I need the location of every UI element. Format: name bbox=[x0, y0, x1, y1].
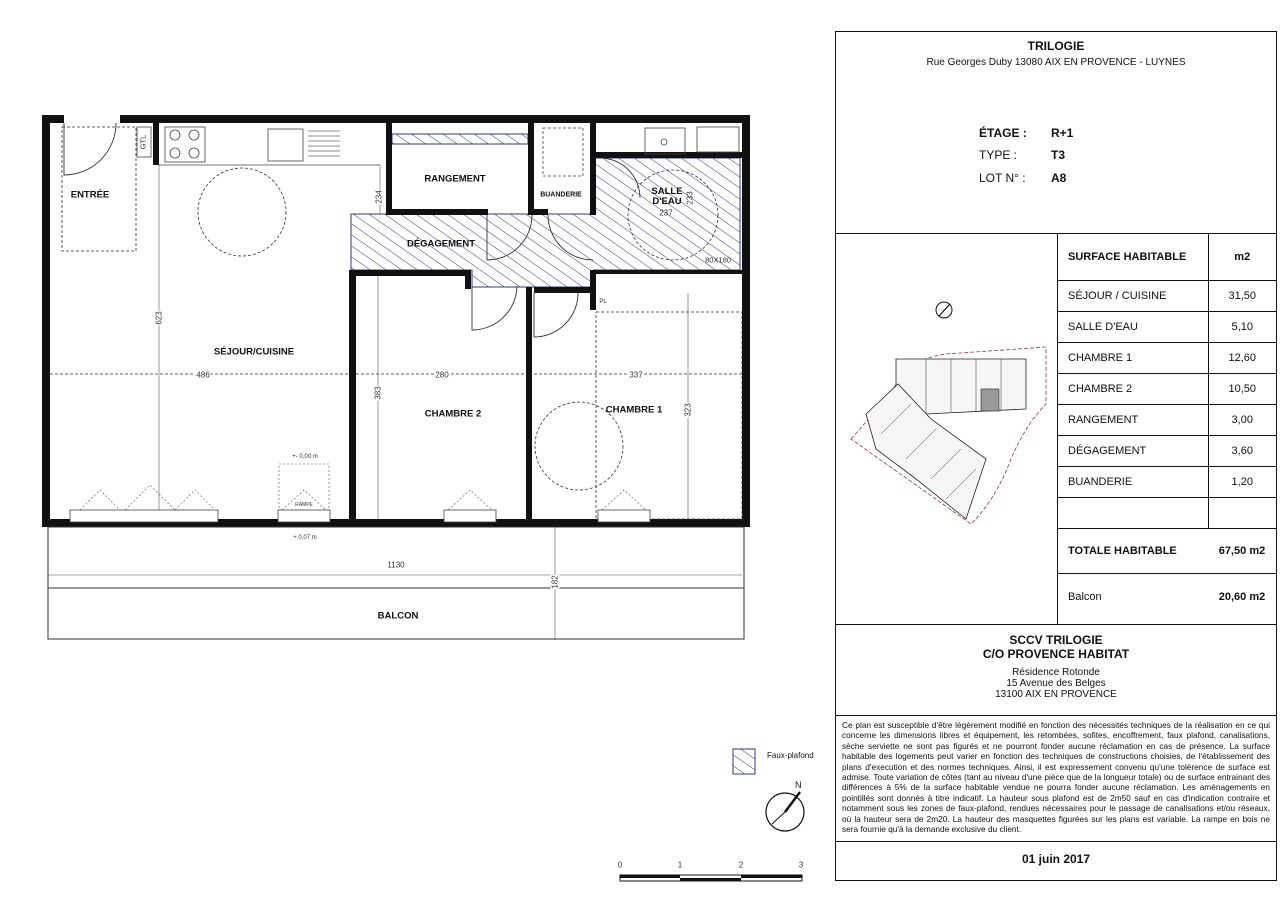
notes-section bbox=[836, 716, 1276, 842]
surface-table bbox=[1058, 234, 1276, 620]
shower-size-label: 80X180 bbox=[705, 255, 731, 265]
surface-row-value: 5,10 bbox=[1208, 311, 1276, 342]
surface-row bbox=[1058, 404, 1276, 435]
room-buanderie: BUANDERIE bbox=[540, 191, 582, 199]
scale-bar bbox=[620, 875, 802, 881]
surface-empty-cell bbox=[1208, 497, 1276, 528]
surface-divider bbox=[1057, 234, 1058, 625]
room-chambre1: CHAMBRE 1 bbox=[605, 404, 663, 416]
lot-label: LOT N° : bbox=[979, 171, 1026, 185]
scale-tick-3: 3 bbox=[798, 860, 804, 870]
surface-row bbox=[1058, 342, 1276, 373]
etage-value: R+1 bbox=[1051, 126, 1074, 140]
north-label: N bbox=[795, 780, 802, 790]
type-label: TYPE : bbox=[979, 148, 1018, 162]
owner-co: C/O PROVENCE HABITAT bbox=[982, 647, 1130, 661]
surface-row-label: DÉGAGEMENT bbox=[1058, 435, 1208, 466]
scale-tick-2: 2 bbox=[738, 860, 744, 870]
dim-383: 383 bbox=[373, 386, 383, 400]
surface-row-value: 3,00 bbox=[1208, 404, 1276, 435]
surface-row-label: BUANDERIE bbox=[1058, 466, 1208, 497]
dim-233: 233 bbox=[685, 191, 695, 205]
surface-row bbox=[1058, 280, 1276, 311]
program-address: Rue Georges Duby 13080 AIX EN PROVENCE - LUYNES bbox=[926, 57, 1186, 68]
surface-row bbox=[1058, 466, 1276, 497]
placard-label: PL bbox=[599, 299, 607, 305]
owner-section bbox=[836, 625, 1276, 716]
surface-row bbox=[1058, 373, 1276, 404]
total-value: 67,50 m2 bbox=[1208, 528, 1276, 573]
room-salle-eau: SALLE D'EAU bbox=[651, 186, 683, 207]
balcon-label: Balcon bbox=[1068, 590, 1102, 603]
surface-row-empty bbox=[1058, 497, 1276, 528]
scale-tick-0: 0 bbox=[617, 860, 623, 870]
owner-name: SCCV TRILOGIE bbox=[1009, 633, 1103, 647]
date-section bbox=[836, 842, 1276, 882]
room-chambre2: CHAMBRE 2 bbox=[424, 408, 482, 420]
surface-header-label: SURFACE HABITABLE bbox=[1058, 234, 1208, 280]
dim-486: 486 bbox=[196, 370, 210, 380]
surface-row bbox=[1058, 311, 1276, 342]
compass-icon bbox=[936, 302, 952, 318]
surface-row-label: SALLE D'EAU bbox=[1058, 311, 1208, 342]
surface-header-unit: m2 bbox=[1208, 234, 1276, 280]
dim-623: 623 bbox=[154, 311, 164, 325]
dim-234: 234 bbox=[374, 190, 384, 204]
dim-1130: 1130 bbox=[387, 560, 405, 570]
title-block bbox=[835, 31, 1277, 881]
surface-row-value: 3,60 bbox=[1208, 435, 1276, 466]
surface-row-label: CHAMBRE 2 bbox=[1058, 373, 1208, 404]
rampe-label: RAMPE bbox=[295, 502, 313, 508]
surface-empty-cell bbox=[1058, 497, 1208, 528]
surface-row-label: RANGEMENT bbox=[1058, 404, 1208, 435]
room-rangement: RANGEMENT bbox=[424, 173, 486, 185]
surface-row-value: 12,60 bbox=[1208, 342, 1276, 373]
header-section bbox=[836, 32, 1276, 234]
program-name: TRILOGIE bbox=[1027, 39, 1085, 53]
room-sejour: SÉJOUR/CUISINE bbox=[213, 346, 295, 358]
legal-notes: Ce plan est susceptible d'être légèrement modifié en fonction des nécessités techniques de la réalisation en ce qui concerne les dimensions libres et équipement, les retombées, sofites, encoffrement, faux plafond, canalisations, sèche serviette ne sont pas figurés et ne pourront fonder aucune réclamation en cas de présence. La surface habitable des logements peut varier en fonction des techniques de constructions choisies, de l'établissement des plans d'execution et des normes techniques. Ainsi, il est expressement convenu qu'une tolérence de surface est admise. Toute variation de côtes (tant au niveau d'une pièce que de la longueur totale) ou de surface entrainant des différences à 5% de la surface habitable vendue ne pourra fonder aucune réclamation. Les aménagements en pointillés sont donnés à titre indicatif. La hauteur sous plafond est de 2m50 sauf en cas d'indication contraire et notamment sous les zones de faux-plafond, rendues nécessaires pour le passage de canalisations et/ou réseaux, où la hauteur sera de 2m20. La hauteur des masquettes figurées sur les plans est variable. La rampe en bois ne sera fournie qu'à la demande exclusive du client. bbox=[842, 720, 1270, 835]
surface-row-value: 31,50 bbox=[1208, 280, 1276, 311]
legend-label: Faux-plafond bbox=[767, 751, 814, 760]
plan-date: 01 juin 2017 bbox=[1021, 852, 1091, 866]
north-arrow-icon bbox=[766, 792, 804, 831]
surface-section bbox=[836, 234, 1276, 625]
balcon-value: 20,60 m2 bbox=[1218, 590, 1266, 603]
scale-tick-1: 1 bbox=[677, 860, 683, 870]
etage-label: ÉTAGE : bbox=[979, 126, 1027, 140]
room-degagement: DÉGAGEMENT bbox=[406, 238, 476, 250]
room-balcon: BALCON bbox=[377, 610, 419, 622]
total-label: TOTALE HABITABLE bbox=[1058, 528, 1208, 573]
legend-hatch-swatch bbox=[733, 749, 755, 774]
room-entree: ENTRÉE bbox=[70, 189, 110, 201]
lot-value: A8 bbox=[1051, 171, 1067, 185]
dim-280: 280 bbox=[435, 370, 449, 380]
niveau-interieur: +- 0,00 m bbox=[292, 454, 318, 460]
window-swings bbox=[80, 464, 646, 510]
dim-323: 323 bbox=[683, 403, 693, 417]
balcony bbox=[48, 527, 744, 639]
owner-address-2: 15 Avenue des Belges bbox=[1006, 678, 1106, 689]
gtl-label: GTL bbox=[138, 134, 148, 150]
niveau-balcon: + 0,07 m bbox=[293, 535, 317, 541]
dim-337: 337 bbox=[629, 370, 643, 380]
surface-row-value: 1,20 bbox=[1208, 466, 1276, 497]
surface-row bbox=[1058, 435, 1276, 466]
type-value: T3 bbox=[1051, 148, 1066, 162]
owner-address-3: 13100 AIX EN PROVENCE bbox=[995, 689, 1117, 700]
surface-row-label: SÉJOUR / CUISINE bbox=[1058, 280, 1208, 311]
dim-237: 237 bbox=[659, 208, 673, 218]
owner-address-1: Résidence Rotonde bbox=[1012, 667, 1100, 678]
surface-row-label: CHAMBRE 1 bbox=[1058, 342, 1208, 373]
site-plan bbox=[836, 234, 1058, 624]
surface-row-value: 10,50 bbox=[1208, 373, 1276, 404]
dim-182: 182 bbox=[550, 575, 560, 589]
